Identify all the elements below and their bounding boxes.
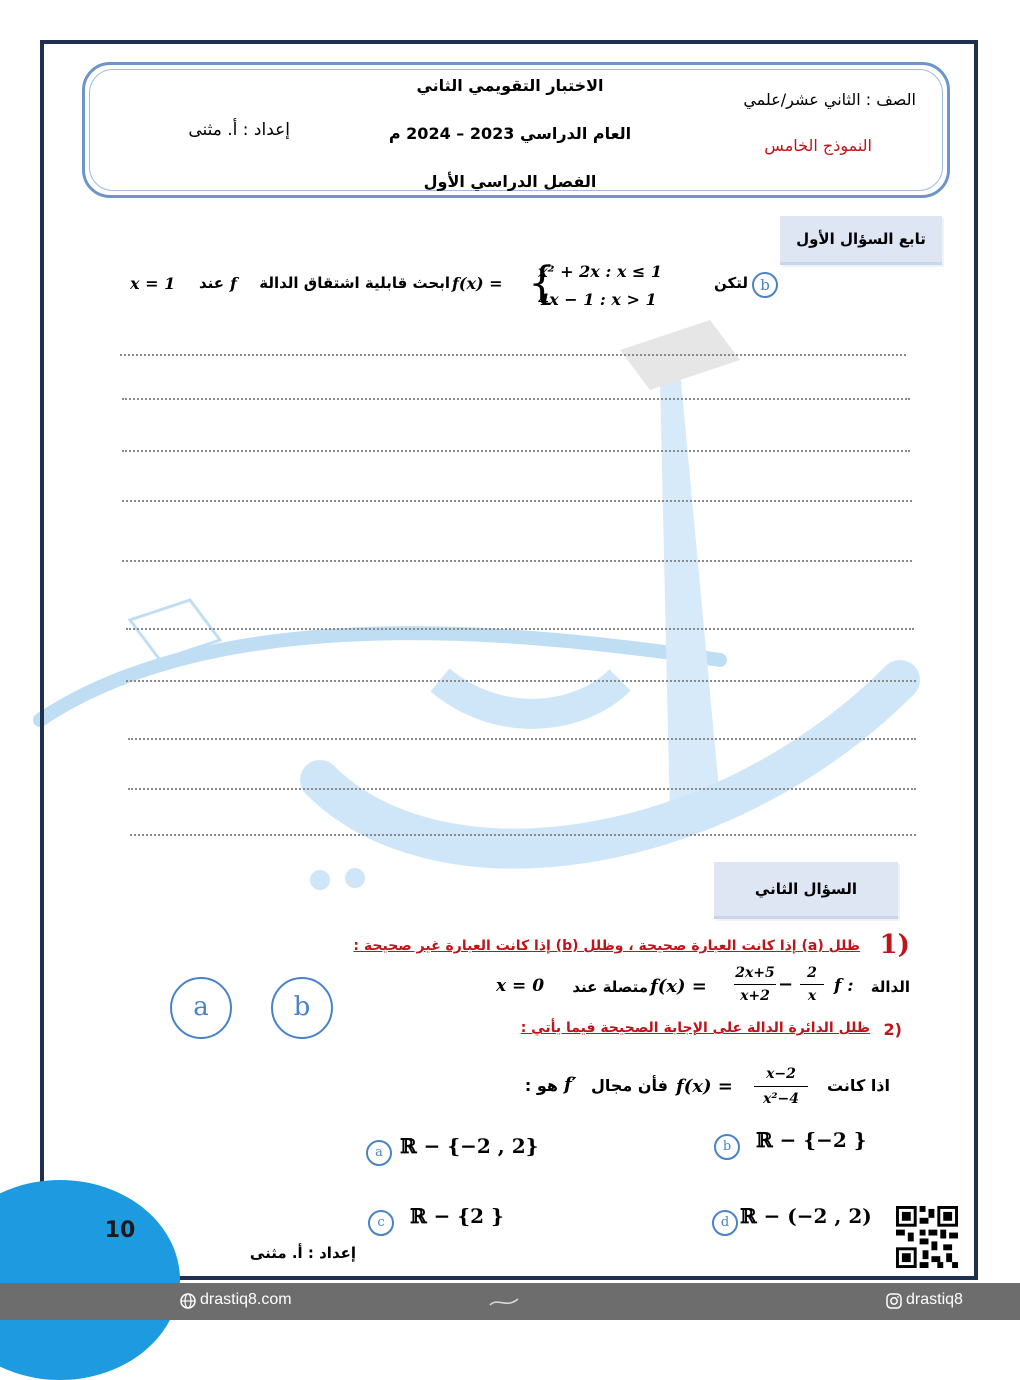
answer-line	[130, 834, 916, 836]
statement-prefix: الدالة	[870, 978, 910, 996]
q1-fx: f(x) =	[452, 274, 503, 293]
qr-code[interactable]	[896, 1206, 958, 1268]
answer-line	[128, 788, 916, 790]
page-number: 10	[104, 1218, 136, 1243]
q1-continued-label: تابع السؤال الأول	[780, 216, 942, 265]
option-d-text: ℝ − (−2 , 2)	[740, 1204, 872, 1228]
instagram-icon	[886, 1293, 902, 1309]
answer-line	[122, 500, 912, 502]
answer-line	[122, 398, 910, 400]
piecewise-brace: {	[528, 258, 556, 309]
instagram-handle[interactable]: drastiq8	[906, 1291, 963, 1308]
piecewise-case-1: x² + 2x : x ≤ 1	[538, 262, 663, 281]
statement-suffix: متصلة عند	[572, 978, 648, 996]
frac2-denominator: x	[807, 988, 817, 1004]
globe-icon	[180, 1293, 196, 1309]
frac1-denominator: x+2	[740, 988, 770, 1004]
footer-prepared-by: إعداد : أ. مثنى	[249, 1244, 356, 1262]
frac2-numerator: 2	[800, 962, 824, 985]
q1-part-b	[120, 258, 800, 318]
piecewise-case-2: 4x − 1 : x > 1	[538, 290, 657, 309]
statement-minus: −	[778, 974, 794, 995]
answer-line	[120, 354, 906, 356]
stem-fprime: f′	[564, 1074, 577, 1095]
answer-line	[122, 450, 910, 452]
choice-a-bubble[interactable]: a	[170, 977, 232, 1039]
option-c-text: ℝ − {2 }	[410, 1204, 504, 1228]
grade-label: الصف : الثاني عشر/علمي	[743, 90, 916, 109]
q1-point: x = 1	[130, 274, 176, 293]
answer-line	[126, 628, 914, 630]
option-a[interactable]	[366, 1130, 566, 1170]
option-b[interactable]	[714, 1126, 914, 1166]
option-c[interactable]	[368, 1202, 568, 1242]
answer-line	[126, 680, 916, 682]
q1-intro: لتكن	[714, 274, 748, 292]
academic-year: العام الدراسي 2023 – 2024 م	[388, 124, 632, 143]
q1-f: f	[230, 274, 237, 293]
model-label: النموذج الخامس	[764, 136, 872, 155]
statement-f: f :	[834, 976, 854, 996]
frac1-numerator: 2x+5	[734, 962, 776, 985]
stem-domain: فأن مجال	[590, 1076, 668, 1095]
statement-point: x = 0	[496, 976, 545, 996]
frac1	[734, 962, 776, 1007]
stem-if: اذا كانت	[826, 1076, 890, 1095]
q1-at: عند	[198, 274, 224, 292]
q1-task: ابحث قابلية اشتقاق الدالة	[259, 274, 450, 292]
option-c-bubble[interactable]: c	[368, 1210, 394, 1236]
q2-label: السؤال الثاني	[714, 862, 898, 919]
choice-b-bubble[interactable]: b	[271, 977, 333, 1039]
statement-fx: f(x) =	[650, 976, 707, 997]
footer-bar	[0, 1283, 1020, 1320]
option-d-bubble[interactable]: d	[712, 1210, 738, 1236]
website-link[interactable]: drastiq8.com	[200, 1291, 292, 1308]
part-b-marker: b	[752, 272, 778, 298]
answer-line	[122, 560, 912, 562]
logo-mark-icon	[488, 1291, 522, 1311]
test-title: الاختبار التقويمي الثاني	[416, 76, 604, 95]
semester: الفصل الدراسي الأول	[423, 172, 597, 191]
stem-numerator: x−2	[754, 1062, 808, 1087]
stem-is: هو :	[524, 1076, 558, 1095]
option-a-text: ℝ − {−2 , 2}	[400, 1134, 539, 1158]
stem-denominator: x²−4	[763, 1091, 799, 1107]
frac2	[800, 962, 824, 1007]
prepared-by: إعداد : أ. مثنى	[188, 120, 290, 140]
q2-item2-instruction: ظلل الدائرة الدالة على الإجابة الصحيحة فيما يأتي :	[520, 1020, 870, 1036]
stem-fraction	[754, 1062, 808, 1111]
answer-line	[128, 738, 916, 740]
option-d[interactable]	[712, 1202, 892, 1242]
option-b-bubble[interactable]: b	[714, 1134, 740, 1160]
stem-fx: f(x) =	[676, 1076, 733, 1097]
q2-item2-number: 2)	[883, 1020, 902, 1039]
q2-item2-stem	[500, 1062, 890, 1116]
option-b-text: ℝ − {−2 }	[756, 1128, 867, 1152]
q2-item1-number: 1)	[879, 930, 910, 960]
q2-item1-instruction: ظلل (a) إذا كانت العبارة صحيحة ، وظلل (b) إذا كانت العبارة غير صحيحة :	[353, 938, 860, 954]
q2-statement	[490, 962, 910, 1014]
option-a-bubble[interactable]: a	[366, 1140, 392, 1166]
